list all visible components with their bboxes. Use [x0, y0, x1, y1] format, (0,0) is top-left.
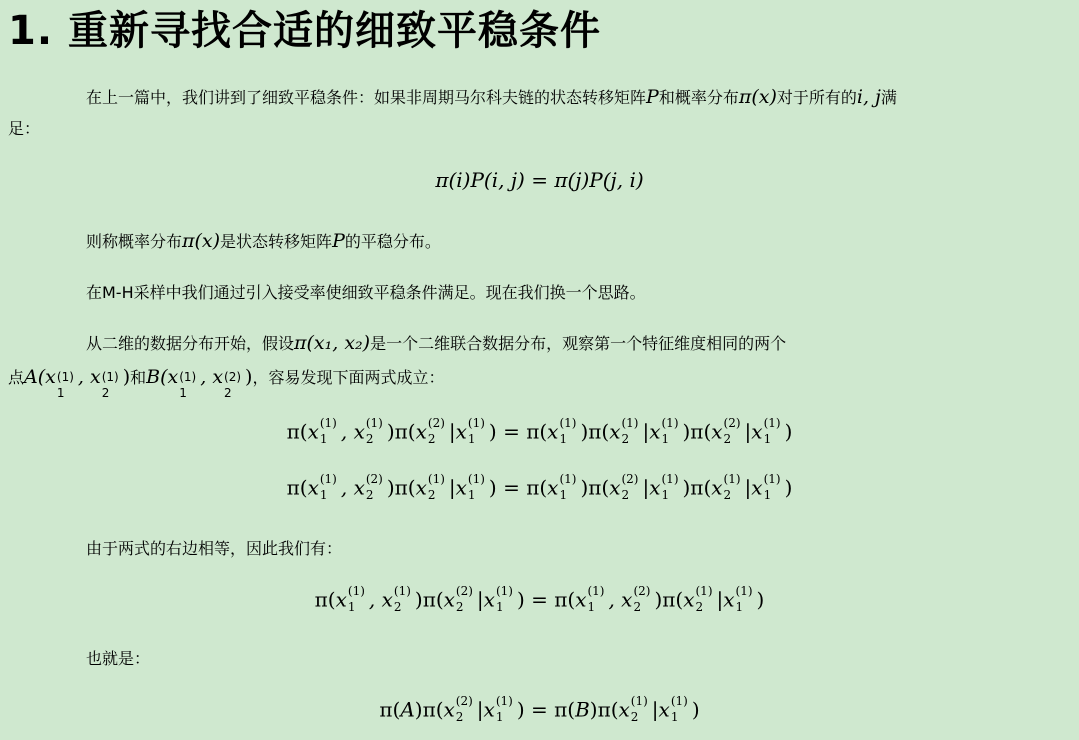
paragraph-detailed-balance-intro-cont: 足： [8, 119, 41, 138]
equation-point-b: π(x (1) 1 , x (2) 2 )π(x (1) 2 |x (1) 1 ) = π(x (1) 1 )π(x (2) 2 |x (1) 1 )π(x (1) 2 |x (1) 1 ) [286, 472, 793, 502]
equation-detailed-balance: π(i)P(i, j) = π(j)P(j, i) [435, 168, 644, 192]
equation-combined: π(x (1) 1 , x (1) 2 )π(x (2) 2 |x (1) 1 ) = π(x (1) 1 , x (2) 2 )π(x (1) 2 |x (1) 1 ) [314, 584, 765, 614]
paragraph-stationary-distribution: 则称概率分布π(x)是状态转移矩阵P的平稳分布。 [86, 230, 441, 252]
paragraph-two-dimensional-cont: 点A(x (1) 1 , x (1) 2 )和B(x (1) 1 , x (2) 2 )，容易发现下面两式成立： [8, 366, 445, 400]
paragraph-right-sides-equal: 由于两式的右边相等，因此我们有： [86, 539, 343, 558]
paragraph-two-dimensional: 从二维的数据分布开始，假设π(x₁, x₂)是一个二维联合数据分布，观察第一个特征维度相同的两个 [86, 332, 787, 354]
equation-a-b: π(A)π(x (2) 2 |x (1) 1 ) = π(B)π(x (1) 2 |x (1) 1 ) [379, 694, 700, 724]
section-heading: 1. 重新寻找合适的细致平稳条件 [8, 8, 601, 54]
paragraph-mh-sampling: 在M-H采样中我们通过引入接受率使细致平稳条件满足。现在我们换一个思路。 [86, 283, 646, 302]
paragraph-that-is: 也就是： [86, 649, 151, 668]
paragraph-detailed-balance-intro: 在上一篇中，我们讲到了细致平稳条件：如果非周期马尔科夫链的状态转移矩阵P和概率分布π(x)对于所有的i, j满 [86, 86, 897, 108]
equation-point-a: π(x (1) 1 , x (1) 2 )π(x (2) 2 |x (1) 1 ) = π(x (1) 1 )π(x (1) 2 |x (1) 1 )π(x (2) 2 |x (1) 1 ) [286, 416, 793, 446]
